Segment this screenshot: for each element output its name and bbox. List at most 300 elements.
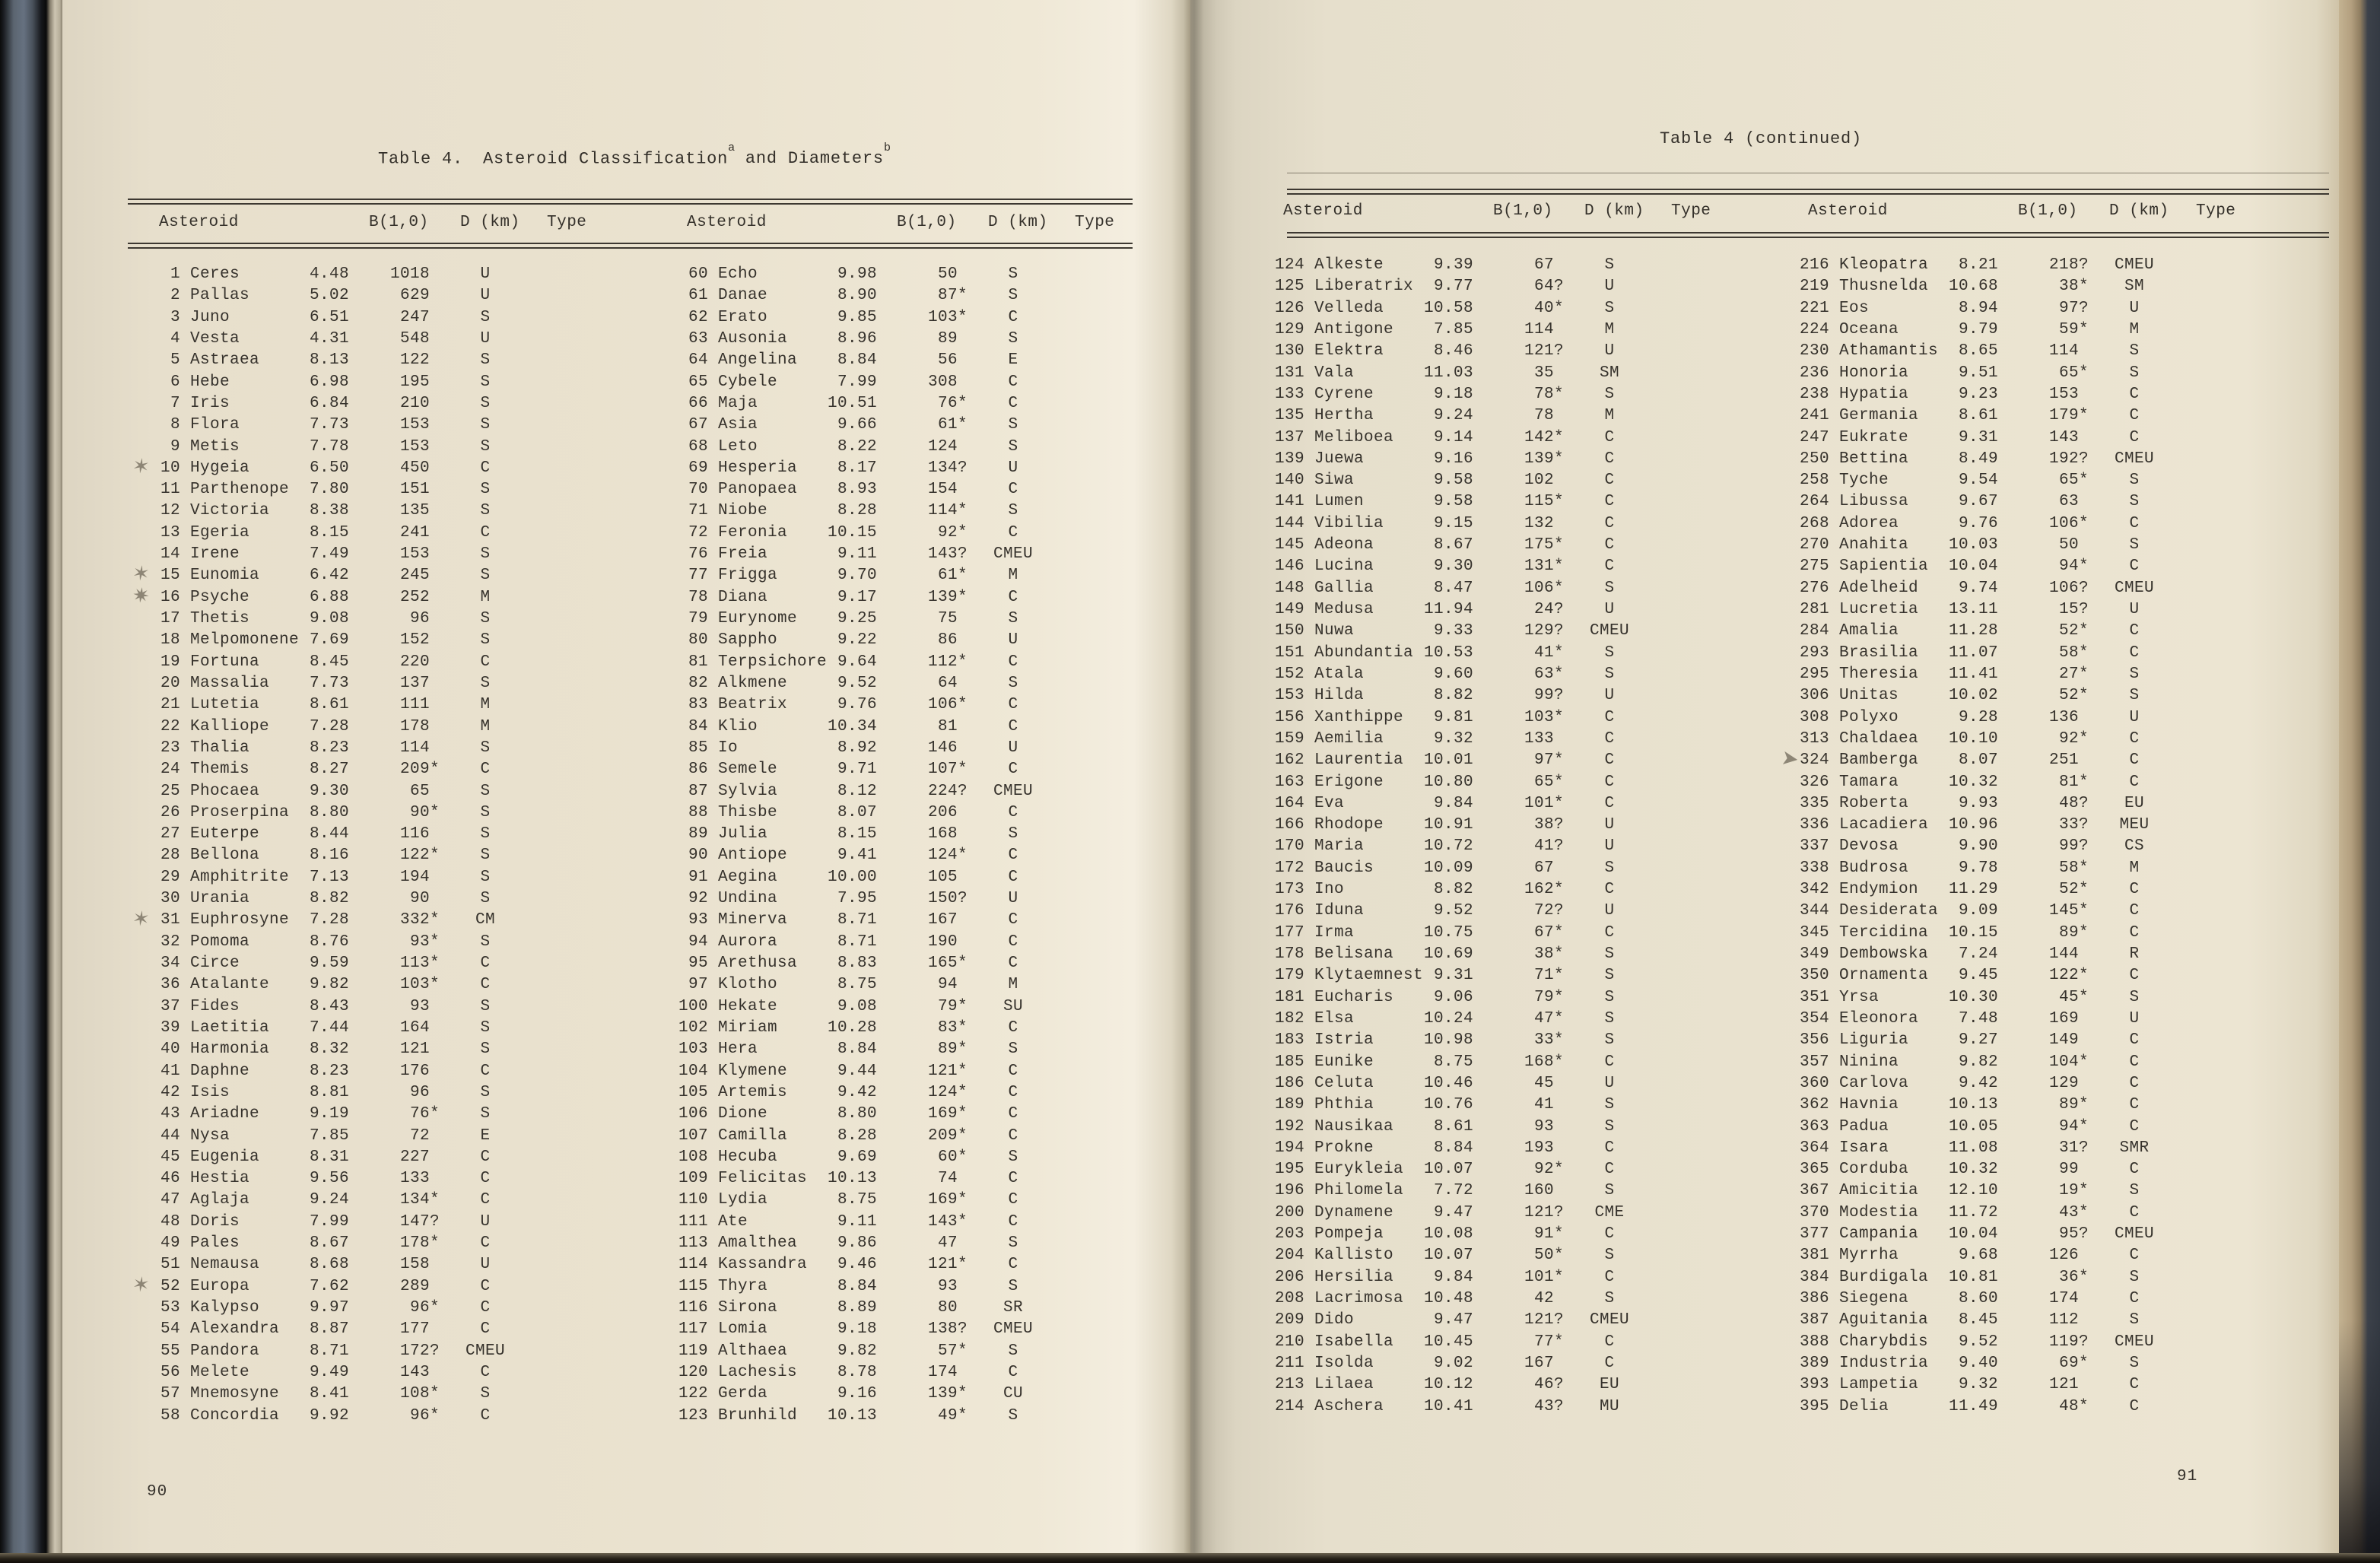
asteroid-number: 203 <box>1274 1225 1304 1244</box>
asteroid-name: Tamara <box>1839 773 1899 791</box>
diameter-km: 41 <box>1533 1096 1554 1114</box>
diameter-km: 134 <box>927 459 958 477</box>
diameter-flag: * <box>2079 320 2089 338</box>
b-magnitude: 9.06 <box>1433 988 1473 1006</box>
table-row <box>1251 513 1644 535</box>
asteroid-number: 71 <box>688 502 708 520</box>
asteroid-name: Aurora <box>718 932 778 951</box>
asteroid-name: Athamantis <box>1839 342 1939 361</box>
diameter-flag: * <box>2079 1354 2089 1372</box>
asteroid-number: 189 <box>1274 1096 1304 1114</box>
asteroid-name: Ceres <box>190 265 240 283</box>
type-code: U <box>480 329 491 348</box>
b-magnitude: 8.80 <box>837 1105 877 1123</box>
type-code: C <box>2129 729 2140 748</box>
type-code: S <box>480 502 491 520</box>
asteroid-name: Aglaja <box>190 1191 250 1209</box>
diameter-km: 112 <box>2048 1311 2079 1330</box>
type-code: C <box>1008 1212 1018 1231</box>
asteroid-number: 247 <box>1799 428 1829 446</box>
type-code: S <box>1604 1031 1615 1050</box>
diameter-km: 40 <box>1533 299 1554 317</box>
diameter-flag: * <box>2079 923 2089 942</box>
diameter-flag: ? <box>1554 622 1565 640</box>
asteroid-number: 264 <box>1799 493 1829 511</box>
type-code: C <box>2129 428 2140 446</box>
b-magnitude: 9.76 <box>837 696 877 714</box>
diameter-km: 108 <box>399 1385 430 1403</box>
diameter-flag <box>430 673 451 694</box>
asteroid-name: Carlova <box>1839 1074 1909 1092</box>
b-magnitude: 10.10 <box>1948 729 1998 748</box>
asteroid-name: Erato <box>718 308 768 326</box>
pencil-mark-icon: ✶ <box>130 561 151 587</box>
asteroid-name: Bettina <box>1839 450 1909 468</box>
table-row <box>1251 1073 1644 1094</box>
table-row <box>127 329 520 350</box>
table-row <box>655 587 1047 608</box>
table-row <box>127 652 520 673</box>
asteroid-number: 19 <box>160 653 180 671</box>
type-code: C <box>1008 1018 1018 1037</box>
diameter-km: 126 <box>2048 1247 2079 1265</box>
table-row <box>1776 1073 2169 1094</box>
b-magnitude: 9.24 <box>309 1191 349 1209</box>
type-code: S <box>1008 437 1018 456</box>
type-code: C <box>1604 794 1615 812</box>
diameter-km: 96 <box>409 1406 430 1425</box>
diameter-km: 103 <box>927 308 958 326</box>
b-magnitude: 9.67 <box>1958 493 1998 511</box>
diameter-km: 114 <box>399 739 430 757</box>
asteroid-name: Leto <box>718 437 758 456</box>
diameter-km: 63 <box>1533 665 1554 683</box>
table-row <box>655 1341 1047 1362</box>
table-row <box>127 910 520 931</box>
type-code: S <box>1008 287 1018 305</box>
asteroid-number: 32 <box>160 932 180 951</box>
asteroid-number: 150 <box>1274 622 1304 640</box>
diameter-flag: * <box>958 1018 968 1037</box>
table-row <box>1776 556 2169 577</box>
asteroid-number: 40 <box>160 1040 180 1059</box>
asteroid-number: 94 <box>688 932 708 951</box>
asteroid-number: 146 <box>1274 558 1304 576</box>
b-magnitude: 9.24 <box>1433 407 1473 425</box>
diameter-flag: * <box>2079 643 2089 662</box>
table-row <box>1251 1332 1644 1353</box>
diameter-flag: ? <box>958 782 968 800</box>
diameter-km: 121 <box>2048 1376 2079 1394</box>
asteroid-number: 177 <box>1274 923 1304 942</box>
asteroid-number: 28 <box>160 847 180 865</box>
type-code: C <box>1604 708 1615 726</box>
table-row <box>127 1254 520 1275</box>
b-magnitude: 9.49 <box>309 1363 349 1381</box>
type-code: S <box>1008 674 1018 692</box>
asteroid-number: 4 <box>170 329 180 348</box>
diameter-flag <box>2079 1159 2100 1180</box>
type-code: C <box>1604 428 1615 446</box>
type-code: C <box>480 1148 491 1166</box>
asteroid-name: Iduna <box>1314 902 1365 920</box>
diameter-km: 114 <box>2048 342 2079 361</box>
asteroid-number: 386 <box>1799 1290 1829 1307</box>
asteroid-name: Althaea <box>718 1342 788 1360</box>
type-code: U <box>2129 708 2140 726</box>
diameter-km: 190 <box>927 932 958 951</box>
diameter-flag: * <box>2079 687 2089 705</box>
table-row <box>127 544 520 565</box>
table-row <box>655 565 1047 586</box>
asteroid-number: 384 <box>1799 1268 1829 1286</box>
table-row <box>655 523 1047 544</box>
diameter-flag <box>958 932 979 953</box>
b-magnitude: 9.84 <box>1433 794 1473 812</box>
asteroid-number: 45 <box>160 1148 180 1166</box>
table-row <box>1776 427 2169 449</box>
table-row <box>127 673 520 694</box>
asteroid-name: Gallia <box>1314 579 1374 597</box>
table-row <box>1776 1245 2169 1266</box>
asteroid-name: Melpomonene <box>190 631 300 650</box>
asteroid-name: Endymion <box>1839 881 1919 899</box>
table-row <box>127 1018 520 1039</box>
asteroid-name: Charybdis <box>1839 1333 1929 1351</box>
diameter-flag: * <box>430 1234 440 1253</box>
table-row <box>1776 1332 2169 1353</box>
b-magnitude: 8.49 <box>1958 450 1998 468</box>
diameter-flag <box>430 1126 451 1147</box>
diameter-flag <box>430 1018 451 1039</box>
asteroid-name: Daphne <box>190 1062 250 1080</box>
diameter-flag <box>958 329 979 350</box>
table-row <box>1251 1224 1644 1245</box>
table-row <box>655 1104 1047 1125</box>
b-magnitude: 9.46 <box>837 1256 877 1274</box>
table-row <box>1776 621 2169 642</box>
asteroid-name: Concordia <box>190 1406 280 1425</box>
type-code: C <box>1604 1161 1615 1179</box>
type-code: C <box>1008 1126 1018 1145</box>
asteroid-name: Kalypso <box>190 1299 260 1317</box>
asteroid-number: 104 <box>678 1062 708 1080</box>
type-code: C <box>480 523 491 542</box>
asteroid-name: Cybele <box>718 373 778 391</box>
diameter-km: 122 <box>2048 967 2079 985</box>
type-code: CMEU <box>2114 1225 2154 1244</box>
type-code: S <box>480 739 491 757</box>
diameter-flag <box>430 523 451 544</box>
table-row <box>1251 685 1644 707</box>
table-row <box>655 1276 1047 1298</box>
asteroid-number: 44 <box>160 1126 180 1145</box>
table-row <box>1776 491 2169 513</box>
asteroid-number: 7 <box>170 394 180 412</box>
diameter-flag: * <box>1554 1268 1565 1286</box>
type-code: S <box>480 1018 491 1037</box>
type-code: C <box>1604 450 1615 468</box>
diameter-km: 629 <box>399 287 430 305</box>
b-magnitude: 6.50 <box>309 459 349 477</box>
b-magnitude: 9.77 <box>1433 278 1473 296</box>
diameter-flag: * <box>958 847 968 865</box>
table-row <box>1251 858 1644 879</box>
table-row <box>127 1104 520 1125</box>
asteroid-name: Gerda <box>718 1385 768 1403</box>
asteroid-name: Honoria <box>1839 364 1909 382</box>
diameter-flag <box>1554 1073 1575 1094</box>
diameter-km: 139 <box>927 1385 958 1403</box>
type-code: C <box>2129 643 2140 662</box>
diameter-km: 89 <box>2058 1096 2079 1114</box>
asteroid-name: Lutetia <box>190 696 260 714</box>
type-code: C <box>1604 536 1615 554</box>
asteroid-number: 148 <box>1274 579 1304 597</box>
b-magnitude: 9.58 <box>1433 493 1473 511</box>
table-row <box>127 781 520 802</box>
table-row <box>1776 944 2169 965</box>
b-magnitude: 10.96 <box>1948 816 1998 834</box>
diameter-km: 218 <box>2048 256 2079 274</box>
asteroid-name: Klymene <box>718 1062 788 1080</box>
asteroid-name: Lilaea <box>1314 1376 1374 1394</box>
table-row <box>1776 298 2169 319</box>
b-magnitude: 6.88 <box>309 588 349 606</box>
type-code: C <box>1008 955 1018 972</box>
table-row <box>1776 858 2169 879</box>
asteroid-name: Lydia <box>718 1191 768 1209</box>
column-header: B(1,0) <box>1493 202 1553 220</box>
type-code: C <box>2129 773 2140 791</box>
diameter-flag: * <box>958 416 968 434</box>
asteroid-name: Celuta <box>1314 1074 1374 1092</box>
diameter-km: 96 <box>409 1083 430 1101</box>
asteroid-number: 51 <box>160 1256 180 1274</box>
diameter-km: 169 <box>927 1105 958 1123</box>
diameter-flag <box>430 888 451 910</box>
asteroid-name: Egeria <box>190 523 250 542</box>
b-magnitude: 9.45 <box>1958 967 1998 985</box>
diameter-flag: * <box>958 761 968 779</box>
type-code: C <box>1008 1083 1018 1101</box>
type-code: S <box>480 545 491 564</box>
b-magnitude: 13.11 <box>1948 601 1998 618</box>
b-magnitude: 8.13 <box>309 351 349 370</box>
asteroid-number: 206 <box>1274 1268 1304 1286</box>
table-row <box>655 1406 1047 1427</box>
diameter-km: 121 <box>399 1040 430 1059</box>
diameter-flag <box>958 824 979 845</box>
asteroid-number: 27 <box>160 825 180 843</box>
b-magnitude: 6.42 <box>309 567 349 585</box>
asteroid-number: 55 <box>160 1342 180 1360</box>
table-row <box>127 1126 520 1147</box>
diameter-flag: * <box>1554 1009 1565 1028</box>
diameter-km: 241 <box>399 523 430 542</box>
type-code: S <box>480 803 491 821</box>
b-magnitude: 7.78 <box>309 437 349 456</box>
type-code: S <box>1604 579 1615 597</box>
diameter-km: 139 <box>927 588 958 606</box>
table-row <box>655 307 1047 329</box>
diameter-km: 41 <box>1533 837 1554 856</box>
asteroid-number: 8 <box>170 416 180 434</box>
type-code: M <box>1008 976 1018 994</box>
asteroid-table-column <box>1251 255 1644 1418</box>
diameter-flag <box>1554 470 1575 491</box>
diameter-km: 174 <box>927 1363 958 1381</box>
diameter-km: 86 <box>937 631 958 650</box>
b-magnitude: 9.59 <box>309 955 349 972</box>
column-header: D (km) <box>988 214 1048 231</box>
table-rule <box>1287 232 2329 233</box>
type-code: C <box>2129 1117 2140 1136</box>
diameter-flag: ? <box>1554 342 1565 361</box>
asteroid-number: 81 <box>688 653 708 671</box>
type-code: C <box>480 1277 491 1295</box>
asteroid-name: Europa <box>190 1277 250 1295</box>
b-magnitude: 8.80 <box>309 803 349 821</box>
table-row <box>1251 923 1644 944</box>
diameter-flag <box>430 350 451 371</box>
asteroid-number: 57 <box>160 1385 180 1403</box>
diameter-flag <box>2079 944 2100 965</box>
asteroid-number: 5 <box>170 351 180 370</box>
asteroid-number: 130 <box>1274 342 1304 361</box>
diameter-flag: * <box>1554 794 1565 812</box>
asteroid-number: 356 <box>1799 1031 1829 1050</box>
diameter-km: 179 <box>2048 407 2079 425</box>
type-code: S <box>480 782 491 800</box>
b-magnitude: 9.08 <box>837 997 877 1015</box>
b-magnitude: 10.32 <box>1948 1161 1998 1179</box>
diameter-flag: * <box>2079 1117 2089 1136</box>
type-code: U <box>1604 1074 1615 1092</box>
diameter-km: 69 <box>2058 1354 2079 1372</box>
asteroid-number: 120 <box>678 1363 708 1381</box>
table-row <box>127 1039 520 1060</box>
diameter-km: 93 <box>409 932 430 951</box>
type-code: S <box>480 674 491 692</box>
b-magnitude: 9.08 <box>309 610 349 627</box>
table-row <box>1776 1009 2169 1030</box>
asteroid-number: 179 <box>1274 967 1304 985</box>
column-header: Type <box>1671 202 1711 220</box>
type-code: S <box>480 351 491 370</box>
type-code: C <box>1604 493 1615 511</box>
diameter-km: 93 <box>1533 1117 1554 1136</box>
diameter-flag <box>2079 491 2100 513</box>
diameter-flag: * <box>1554 299 1565 317</box>
table-row <box>1776 276 2169 297</box>
type-code: C <box>1604 923 1615 942</box>
asteroid-name: Eurynome <box>718 610 798 627</box>
table-row <box>1776 578 2169 599</box>
table-row <box>127 608 520 630</box>
diameter-flag: * <box>2079 514 2089 532</box>
b-magnitude: 9.32 <box>1433 729 1473 748</box>
asteroid-number: 166 <box>1274 816 1304 834</box>
asteroid-name: Kassandra <box>718 1256 808 1274</box>
diameter-flag: ? <box>2079 299 2089 317</box>
column-header: Type <box>1075 214 1115 231</box>
diameter-km: 107 <box>927 761 958 779</box>
asteroid-number: 387 <box>1799 1311 1829 1330</box>
b-magnitude: 8.17 <box>837 459 877 477</box>
type-code: M <box>480 696 491 714</box>
b-magnitude: 10.75 <box>1423 923 1473 942</box>
table-row <box>1251 1159 1644 1180</box>
diameter-km: 24 <box>1533 601 1554 618</box>
asteroid-name: Lachesis <box>718 1363 798 1381</box>
type-code: EU <box>2124 794 2144 812</box>
diameter-flag <box>430 781 451 802</box>
table-rule <box>128 199 1133 200</box>
asteroid-number: 79 <box>688 610 708 627</box>
diameter-flag <box>430 415 451 436</box>
diameter-km: 153 <box>399 545 430 564</box>
diameter-flag: * <box>958 588 968 606</box>
asteroid-name: Hera <box>718 1040 758 1059</box>
asteroid-number: 173 <box>1274 881 1304 899</box>
diameter-flag <box>430 500 451 522</box>
diameter-km: 92 <box>1533 1161 1554 1179</box>
asteroid-number: 39 <box>160 1018 180 1037</box>
asteroid-number: 93 <box>688 911 708 929</box>
b-magnitude: 8.75 <box>837 976 877 994</box>
type-code: U <box>2129 299 2140 317</box>
diameter-km: 99 <box>1533 687 1554 705</box>
diameter-km: 169 <box>927 1191 958 1209</box>
b-magnitude: 8.27 <box>309 761 349 779</box>
asteroid-name: Hersilia <box>1314 1268 1394 1286</box>
diameter-km: 132 <box>1524 514 1554 532</box>
diameter-km: 67 <box>1533 256 1554 274</box>
table-row <box>1776 879 2169 901</box>
b-magnitude: 12.10 <box>1948 1182 1998 1200</box>
table-row <box>127 458 520 479</box>
table-row <box>1251 1353 1644 1374</box>
asteroid-number: 24 <box>160 761 180 779</box>
asteroid-number: 241 <box>1799 407 1829 425</box>
table-row <box>1251 1245 1644 1266</box>
b-magnitude: 10.30 <box>1948 988 1998 1006</box>
diameter-flag <box>1554 363 1575 384</box>
asteroid-number: 306 <box>1799 687 1829 705</box>
type-code: S <box>480 610 491 627</box>
table-row <box>1251 707 1644 729</box>
asteroid-name: Felicitas <box>718 1170 808 1188</box>
pencil-mark-icon: ✶ <box>130 1272 151 1298</box>
diameter-flag: ? <box>958 1320 968 1339</box>
asteroid-number: 92 <box>688 890 708 908</box>
asteroid-number: 102 <box>678 1018 708 1037</box>
type-code: C <box>2129 1247 2140 1265</box>
type-code: C <box>2129 1290 2140 1307</box>
table-row <box>1776 405 2169 427</box>
type-code: C <box>2129 558 2140 576</box>
b-magnitude: 10.28 <box>827 1018 877 1037</box>
b-magnitude: 10.07 <box>1423 1161 1473 1179</box>
diameter-km: 101 <box>1524 794 1554 812</box>
table-row <box>1251 449 1644 470</box>
diameter-km: 147 <box>399 1212 430 1231</box>
b-magnitude: 9.84 <box>1433 1268 1473 1286</box>
diameter-km: 19 <box>2058 1182 2079 1200</box>
type-code: S <box>480 481 491 499</box>
b-magnitude: 8.76 <box>309 932 349 951</box>
